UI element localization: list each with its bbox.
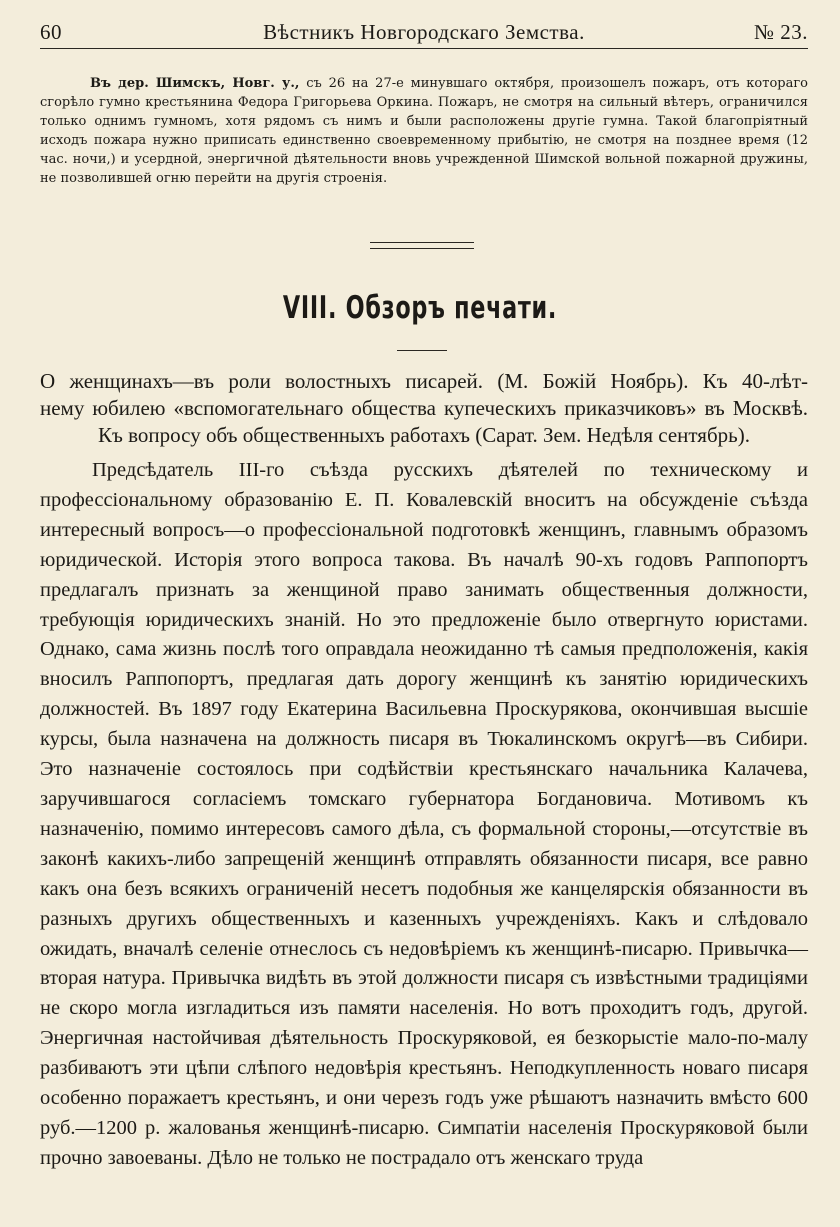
short-divider — [397, 350, 447, 351]
running-header — [40, 18, 808, 49]
contents-line-2: нему юбилею «вспомогательнаго общества купеческихъ приказчиковъ» въ Москвѣ. — [40, 396, 808, 420]
page-number: 60 — [40, 20, 62, 44]
double-divider — [370, 242, 474, 249]
section-contents — [40, 368, 808, 449]
notice-text: съ 26 на 27-е минувшаго октября, произошелъ пожаръ, отъ котораго сгорѣло гумно крестьянина Федора Григорьева Оркина. Пожаръ, не смотря на сильный вѣтеръ, ограничился только однимъ гумномъ, хотя рядомъ съ нимъ и были расположены другіе гумна. Такой благопріятный исходъ пожара нужно приписать единственно своевременному прибытію, не смотря на позднее время (12 час. ночи,) и усердной, энергичной дѣятельности вновь учрежденной Шимской вольной пожарной дружины, не позволившей огню перейти на другія строенія. — [40, 76, 808, 186]
issue-number: № 23. — [753, 20, 808, 44]
journal-title: Вѣстникъ Новгородскаго Земства. — [263, 20, 585, 44]
article-body: Предсѣдатель III-го съѣзда русскихъ дѣятелей по техническому и професcіональному образованію Е. П. Ковалевскій вноситъ на обсужденіе съѣзда интересный вопросъ—о професcіональной подготовкѣ женщинъ, главнымъ образомъ юридической. Исторія этого вопроса такова. Въ началѣ 90-хъ годовъ Раппопортъ предлагалъ признать за женщиной право занимать общественныя должности, требующія юридическихъ знаній. Но это предложеніе было отвергнуто юристами. Однако, сама жизнь послѣ того оправдала неожиданно тѣ самыя предположенія, какія вносилъ Раппопортъ, предлагая дать дорогу женщинѣ къ занятію юридическихъ должностей. Въ 1897 году Екатерина Васильевна Проскурякова, окончившая высшіе курсы, была назначена на должность писаря въ Тюкалинскомъ округѣ—въ Сибири. Это назначеніе состоялось при содѣйствіи крестьянскаго начальника Калачева, заручившагося согласіемъ томскаго губернатора Богдановича. Мотивомъ къ назначенію, помимо интересовъ самого дѣла, съ формальной стороны,—отсутствіе въ законѣ какихъ-либо запрещеній женщинѣ отправлять обязанности писаря, все равно какъ она безъ всякихъ ограниченій несетъ подобныя же канцелярскія обязанности въ разныхъ другихъ общественныхъ и казенныхъ учрежденіяхъ. Какъ и слѣдовало ожидать, вначалѣ селеніе отнеслось съ недовѣріемъ къ женщинѣ-писарю. Привычка—вторая натура. Привычка видѣть въ этой должности писаря съ извѣстными традиціями не скоро могла изгладиться изъ памяти населенія. Но вотъ проходитъ годъ, другой. Энергичная настойчивая дѣятельность Проскуряковой, ея безкорыстіе мало-по-малу разбиваютъ эти цѣпи слѣпого недовѣрія крестьянъ. Неподкупленность новаго писаря особенно поражаетъ крестьянъ, и они черезъ годъ уже рѣшаютъ назначить вмѣсто 600 руб.—1200 р. жалованья женщинѣ-писарю. Симпатіи населенія Проскуряковой были прочно завоеваны. Дѣло не только не пострадало отъ женскаго труда — [40, 459, 808, 1169]
fire-notice — [40, 74, 808, 188]
contents-line-3: Къ вопросу объ общественныхъ работахъ (Сарат. Зем. Недѣля сентябрь). — [98, 423, 750, 447]
contents-line-1: О женщинахъ—въ роли волостныхъ писарей. (М. Божій Ноябрь). Къ 40-лѣт- — [40, 369, 808, 393]
section-title: VIII. Обзоръ печати. — [282, 290, 558, 326]
notice-lead: Въ дер. Шимскъ, Новг. у., — [90, 76, 300, 91]
